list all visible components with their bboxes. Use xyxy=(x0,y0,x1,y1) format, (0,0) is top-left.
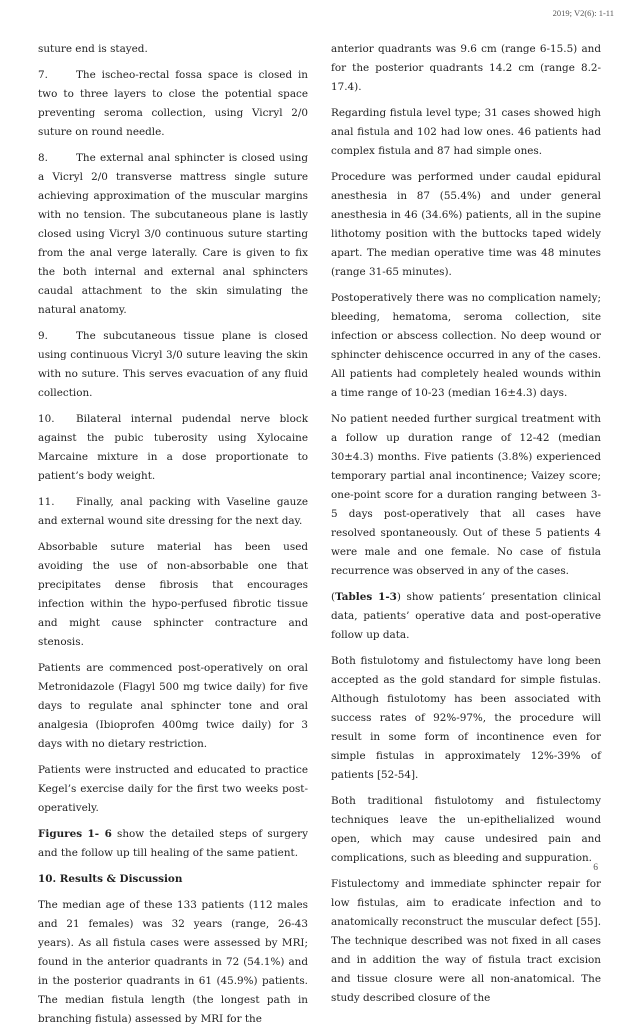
figure-reference-paragraph: Figures 1- 6 show the detailed steps of surgery and the follow up till healing of the same patient. xyxy=(38,828,309,859)
figure-reference: Figures 1- 6 xyxy=(38,828,112,840)
paragraph: Absorbable suture material has been used avoiding the use of non-absorbable one that precipitates dense fibrosis that encourages infection within the hypo-perfused fibrotic tissue and might cause sphincter contracture and stenosis. xyxy=(38,541,308,648)
numbered-step xyxy=(38,66,308,142)
journal-reference: 2019; V2(6): 1-11 xyxy=(552,8,614,18)
paragraph: Both fistulotomy and fistulectomy have long been accepted as the gold standard for simple fistulas. Although fistulotomy has been associated with success rates of 92%-97%, the procedure will result in some form of incontinence even for simple fistulas in approximately 12%-39% of patients [52-54]. xyxy=(331,655,601,781)
paragraph: Patients were instructed and educated to practice Kegel’s exercise daily for the first two weeks post-operatively. xyxy=(38,764,308,814)
paragraph: Patients are commenced post-operatively on oral Metronidazole (Flagyl 500 mg twice daily) for five days to regulate anal sphincter tone and oral analgesia (Ibioprofen 400mg twice daily) for 3 days with no dietary restriction. xyxy=(38,662,308,750)
section-heading: 10. Results & Discussion xyxy=(38,873,183,885)
numbered-step xyxy=(38,493,308,531)
paragraph: Regarding fistula level type; 31 cases showed high anal fistula and 102 had low ones. 46 patients had complex fistula and 87 had simple ones. xyxy=(331,107,601,157)
paragraph: anterior quadrants was 9.6 cm (range 6-15.5) and for the posterior quadrants 14.2 cm (range 8.2-17.4). xyxy=(331,43,601,93)
step-text: Finally, anal packing with Vaseline gauze and external wound site dressing for the next day. xyxy=(38,496,308,527)
paragraph: Procedure was performed under caudal epidural anesthesia in 87 (55.4%) and under general anesthesia in 46 (34.6%) patients, all in the supine lithotomy position with the buttocks taped widely apart. The median operative time was 48 minutes (range 31-65 minutes). xyxy=(331,171,601,278)
table-reference: Tables 1-3 xyxy=(335,591,397,603)
paragraph: No patient needed further surgical treatment with a follow up duration range of 12-42 (median 30±4.3) months. Five patients (3.8%) experienced temporary partial anal incontinence; Vaizey score; one-point score for a duration ranging between 3-5 days post-operatively that all cases have resolved spontaneously. Out of these 5 patients 4 were male and one female. No case of fistula recurrence was observed in any of the cases. xyxy=(331,413,601,577)
step-text: The external anal sphincter is closed using a Vicryl 2/0 transverse mattress single suture achieving approximation of the muscular margins with no tension. The subcutaneous plane is lastly closed using Vicryl 3/0 continuous suture starting from the anal verge laterally. Care is given to fix the both internal and external anal sphincters caudal attachment to the skin simulating the natural anatomy. xyxy=(38,152,308,316)
right-column xyxy=(331,40,601,1015)
numbered-step xyxy=(38,410,308,486)
paragraph: Both traditional fistulotomy and fistulectomy techniques leave the un-epithelialized wound open, which may cause undesired pain and complications, such as bleeding and suppuration. xyxy=(331,795,601,864)
step-number: 9. xyxy=(38,330,48,342)
step-text: The ischeo-rectal fossa space is closed in two to three layers to close the potential space preventing seroma collection, using Vicryl 2/0 suture on round needle. xyxy=(38,69,308,138)
step-number: 8. xyxy=(38,152,48,164)
step-text: The subcutaneous tissue plane is closed using continuous Vicryl 3/0 suture leaving the skin with no suture. This serves evacuation of any fluid collection. xyxy=(38,330,308,399)
page-number: 6 xyxy=(593,863,598,873)
step-text: Bilateral internal pudendal nerve block against the pubic tuberosity using Xylocaine Marcaine mixture in a dose proportionate to patient’s body weight. xyxy=(38,413,308,482)
table-reference-paragraph: (Tables 1-3) show patients’ presentation clinical data, patients’ operative data and post-operative follow up data. xyxy=(331,591,601,641)
numbered-step xyxy=(38,149,308,320)
paragraph: Fistulectomy and immediate sphincter repair for low fistulas, aim to eradicate infection and to anatomically reconstruct the muscular defect [55]. The technique described was not fixed in all cases and in addition the way of fistula tract excision and tissue closure were all non-anatomical. The study described closure of the xyxy=(331,878,601,1004)
paragraph: suture end is stayed. xyxy=(38,43,148,55)
paragraph: The median age of these 133 patients (112 males and 21 females) was 32 years (range, 26-43 years). As all fistula cases were assessed by MRI; found in the anterior quadrants in 72 (54.1%) and in the posterior quadrants in 61 (45.9%) patients. The median fistula length (the longest path in branching fistula) assessed by MRI for the xyxy=(38,899,308,1025)
numbered-step xyxy=(38,327,308,403)
step-number: 7. xyxy=(38,69,48,81)
left-column xyxy=(38,40,308,1036)
step-number: 11. xyxy=(38,496,55,508)
step-number: 10. xyxy=(38,413,55,425)
paragraph: Postoperatively there was no complication namely; bleeding, hematoma, seroma collection, site infection or abscess collection. No deep wound or sphincter dehiscence occurred in any of the cases. All patients had completely healed wounds within a time range of 10-23 (median 16±4.3) days. xyxy=(331,292,601,399)
